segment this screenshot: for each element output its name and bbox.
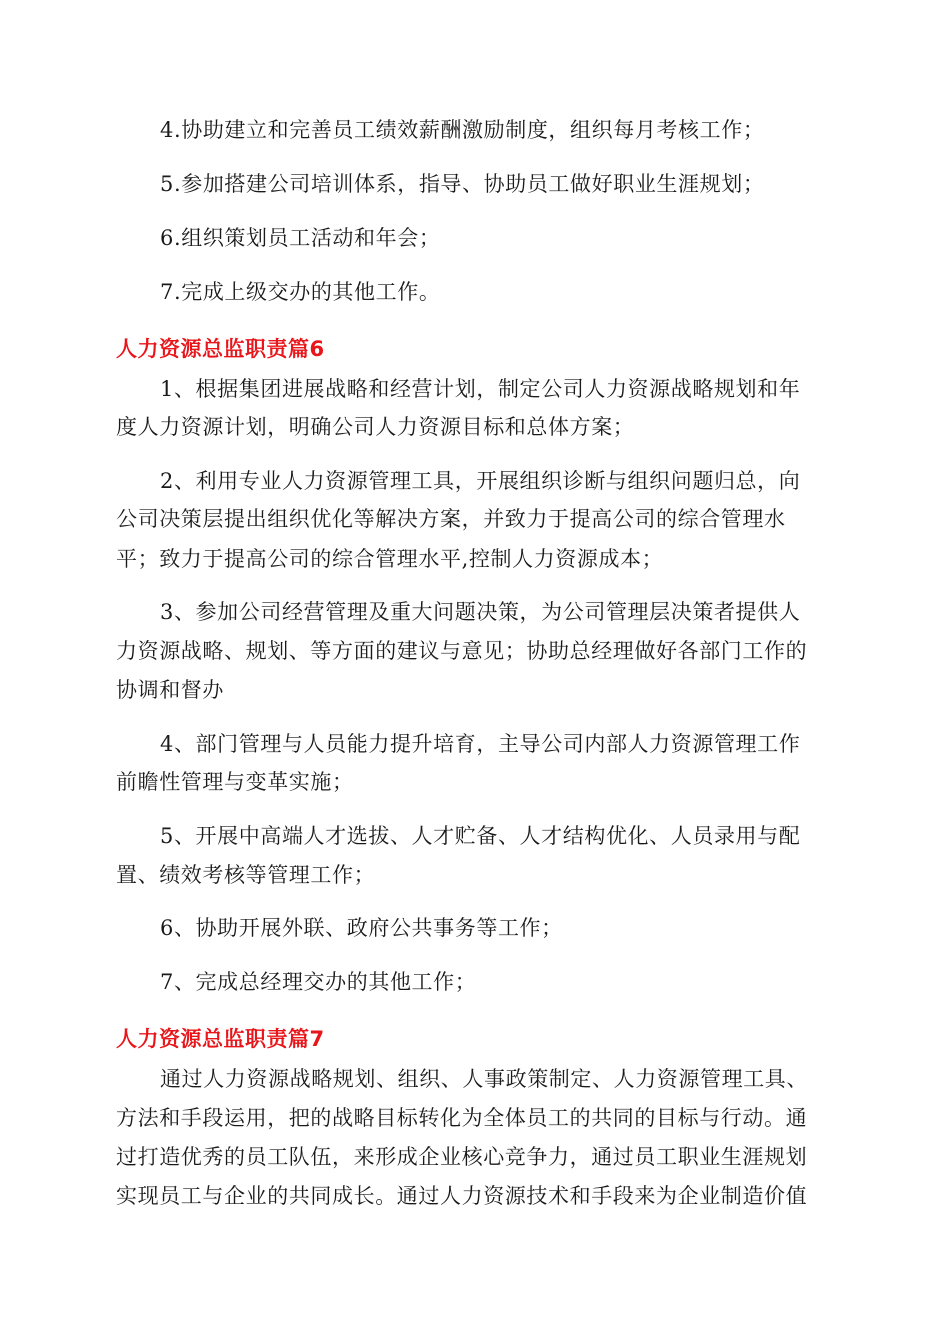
paragraph-line: 平；致力于提高公司的综合管理水平,控制人力资源成本； bbox=[116, 547, 664, 571]
paragraph-line: 4、部门管理与人员能力提升培育，主导公司内部人力资源管理工作 bbox=[160, 732, 801, 756]
paragraph-line: 置、绩效考核等管理工作； bbox=[116, 863, 376, 887]
paragraph-line: 1、根据集团进展战略和经营计划，制定公司人力资源战略规划和年 bbox=[160, 377, 801, 401]
paragraph-line: 7、完成总经理交办的其他工作； bbox=[160, 970, 477, 994]
paragraph-line: 协调和督办 bbox=[116, 678, 224, 702]
list-item: 4.协助建立和完善员工绩效薪酬激励制度，组织每月考核工作； bbox=[160, 118, 765, 142]
paragraph-line: 方法和手段运用，把的战略目标转化为全体员工的共同的目标与行动。通 bbox=[116, 1106, 808, 1130]
section-heading: 人力资源总监职责篇6 bbox=[116, 337, 325, 361]
paragraph-line: 3、参加公司经营管理及重大问题决策，为公司管理层决策者提供人 bbox=[160, 600, 801, 624]
paragraph-line: 度人力资源计划，明确公司人力资源目标和总体方案； bbox=[116, 415, 635, 439]
paragraph-line: 6、协助开展外联、政府公共事务等工作； bbox=[160, 916, 563, 940]
paragraph-line: 过打造优秀的员工队伍，来形成企业核心竞争力，通过员工职业生涯规划 bbox=[116, 1145, 808, 1169]
paragraph-line: 前瞻性管理与变革实施； bbox=[116, 770, 354, 794]
paragraph-line: 力资源战略、规划、等方面的建议与意见；协助总经理做好各部门工作的 bbox=[116, 639, 808, 663]
paragraph-line: 实现员工与企业的共同成长。通过人力资源技术和手段来为企业制造价值 bbox=[116, 1184, 808, 1208]
paragraph-line: 2、利用专业人力资源管理工具，开展组织诊断与组织问题归总，向 bbox=[160, 469, 801, 493]
list-item: 6.组织策划员工活动和年会； bbox=[160, 226, 441, 250]
list-item: 7.完成上级交办的其他工作。 bbox=[160, 280, 441, 304]
section-heading: 人力资源总监职责篇7 bbox=[116, 1027, 325, 1051]
list-item: 5.参加搭建公司培训体系，指导、协助员工做好职业生涯规划； bbox=[160, 172, 765, 196]
paragraph-line: 通过人力资源战略规划、组织、人事政策制定、人力资源管理工具、 bbox=[160, 1067, 808, 1091]
paragraph-line: 5、开展中高端人才选拔、人才贮备、人才结构优化、人员录用与配 bbox=[160, 824, 801, 848]
paragraph-line: 公司决策层提出组织优化等解决方案，并致力于提高公司的综合管理水 bbox=[116, 507, 786, 531]
